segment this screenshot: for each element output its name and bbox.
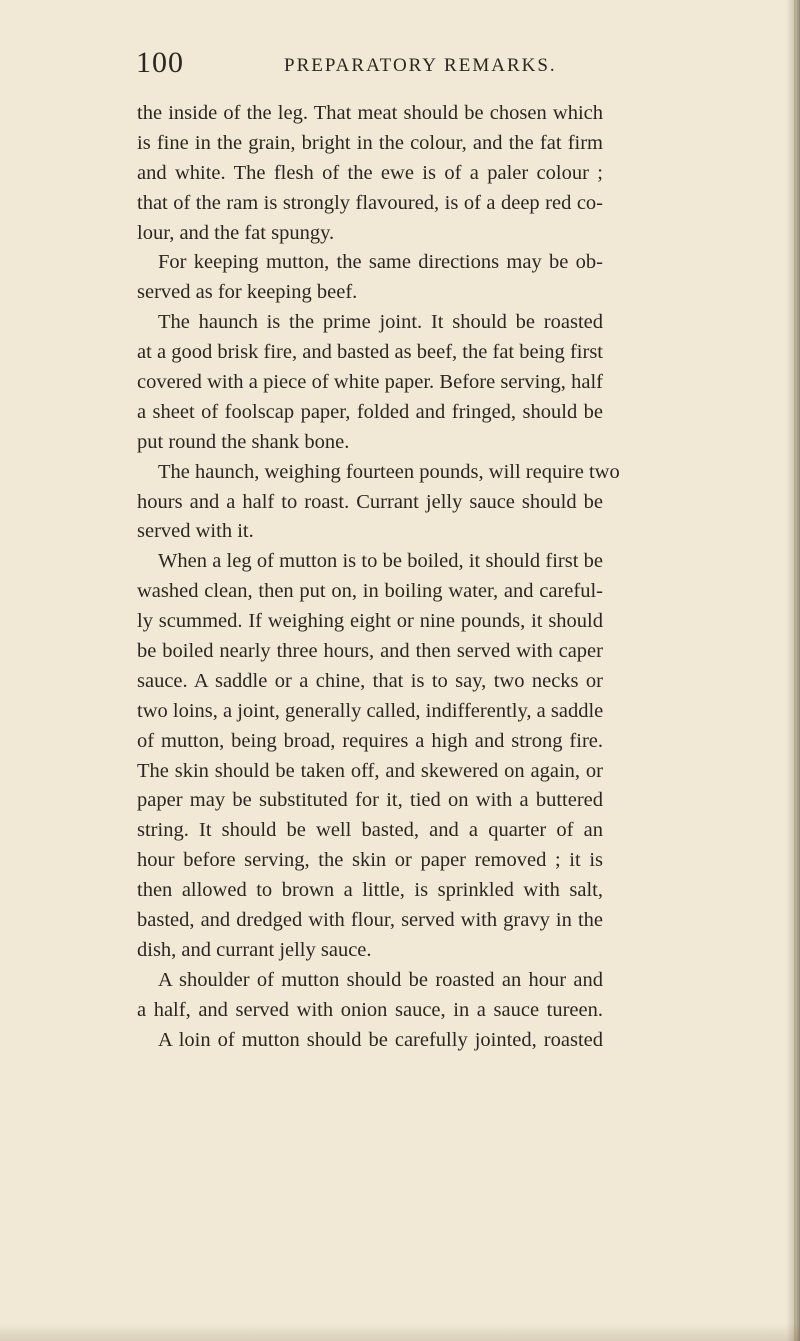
page-number: 100 (136, 46, 184, 79)
text-line: dish, and currant jelly sauce. (137, 938, 372, 961)
text-line: The skin should be taken off, and skewered on again, or (137, 759, 603, 782)
text-line: a half, and served with onion sauce, in a sauce tureen. (137, 998, 603, 1021)
text-line: of mutton, being broad, requires a high and strong fire. (137, 729, 603, 752)
text-line: served with it. (137, 520, 254, 543)
text-line: lour, and the fat spungy. (137, 221, 335, 244)
bottom-shadow (0, 1323, 800, 1341)
text-line: put round the shank bone. (137, 430, 350, 453)
page-edge-line (794, 0, 796, 1341)
text-line: washed clean, then put on, in boiling water, and careful- (137, 580, 603, 603)
text-line: For keeping mutton, the same directions may be ob- (158, 251, 603, 274)
text-line: covered with a piece of white paper. Before serving, half (137, 371, 603, 394)
text-line: and white. The flesh of the ewe is of a paler colour ; (137, 161, 603, 184)
text-line: basted, and dredged with flour, served with gravy in the (137, 909, 603, 932)
text-line: the inside of the leg. That meat should be chosen which (137, 102, 603, 124)
text-line: a sheet of foolscap paper, folded and fringed, should be (137, 400, 603, 423)
text-line: hours and a half to roast. Currant jelly sauce should be (137, 490, 603, 513)
text-line: be boiled nearly three hours, and then served with caper (137, 640, 603, 663)
text-line: The haunch, weighing fourteen pounds, will require two (158, 460, 620, 483)
page-edge (786, 0, 800, 1341)
text-line: that of the ram is strongly flavoured, is of a deep red co- (137, 191, 603, 214)
text-line: paper may be substituted for it, tied on with a buttered (137, 789, 603, 812)
page-header (136, 46, 616, 86)
text-line: hour before serving, the skin or paper removed ; it is (137, 849, 603, 872)
running-head: PREPARATORY REMARKS. (284, 55, 557, 76)
text-line: at a good brisk fire, and basted as beef, the fat being first (137, 341, 603, 364)
text-line: served as for keeping beef. (137, 281, 358, 304)
text-line: sauce. A saddle or a chine, that is to say, two necks or (137, 669, 603, 692)
body-text (137, 99, 620, 1056)
text-line: When a leg of mutton is to be boiled, it should first be (158, 550, 603, 573)
text-line: The haunch is the prime joint. It should be roasted (158, 311, 603, 334)
text-line: then allowed to brown a little, is sprinkled with salt, (137, 879, 603, 902)
text-line: is fine in the grain, bright in the colour, and the fat firm (137, 131, 603, 154)
text-line: two loins, a joint, generally called, indifferently, a saddle (137, 699, 604, 722)
text-line: A shoulder of mutton should be roasted an hour and (158, 968, 603, 991)
text-line: ly scummed. If weighing eight or nine pounds, it should (137, 610, 603, 633)
text-line: string. It should be well basted, and a quarter of an (137, 819, 603, 842)
text-line: A loin of mutton should be carefully jointed, roasted (158, 1028, 603, 1051)
